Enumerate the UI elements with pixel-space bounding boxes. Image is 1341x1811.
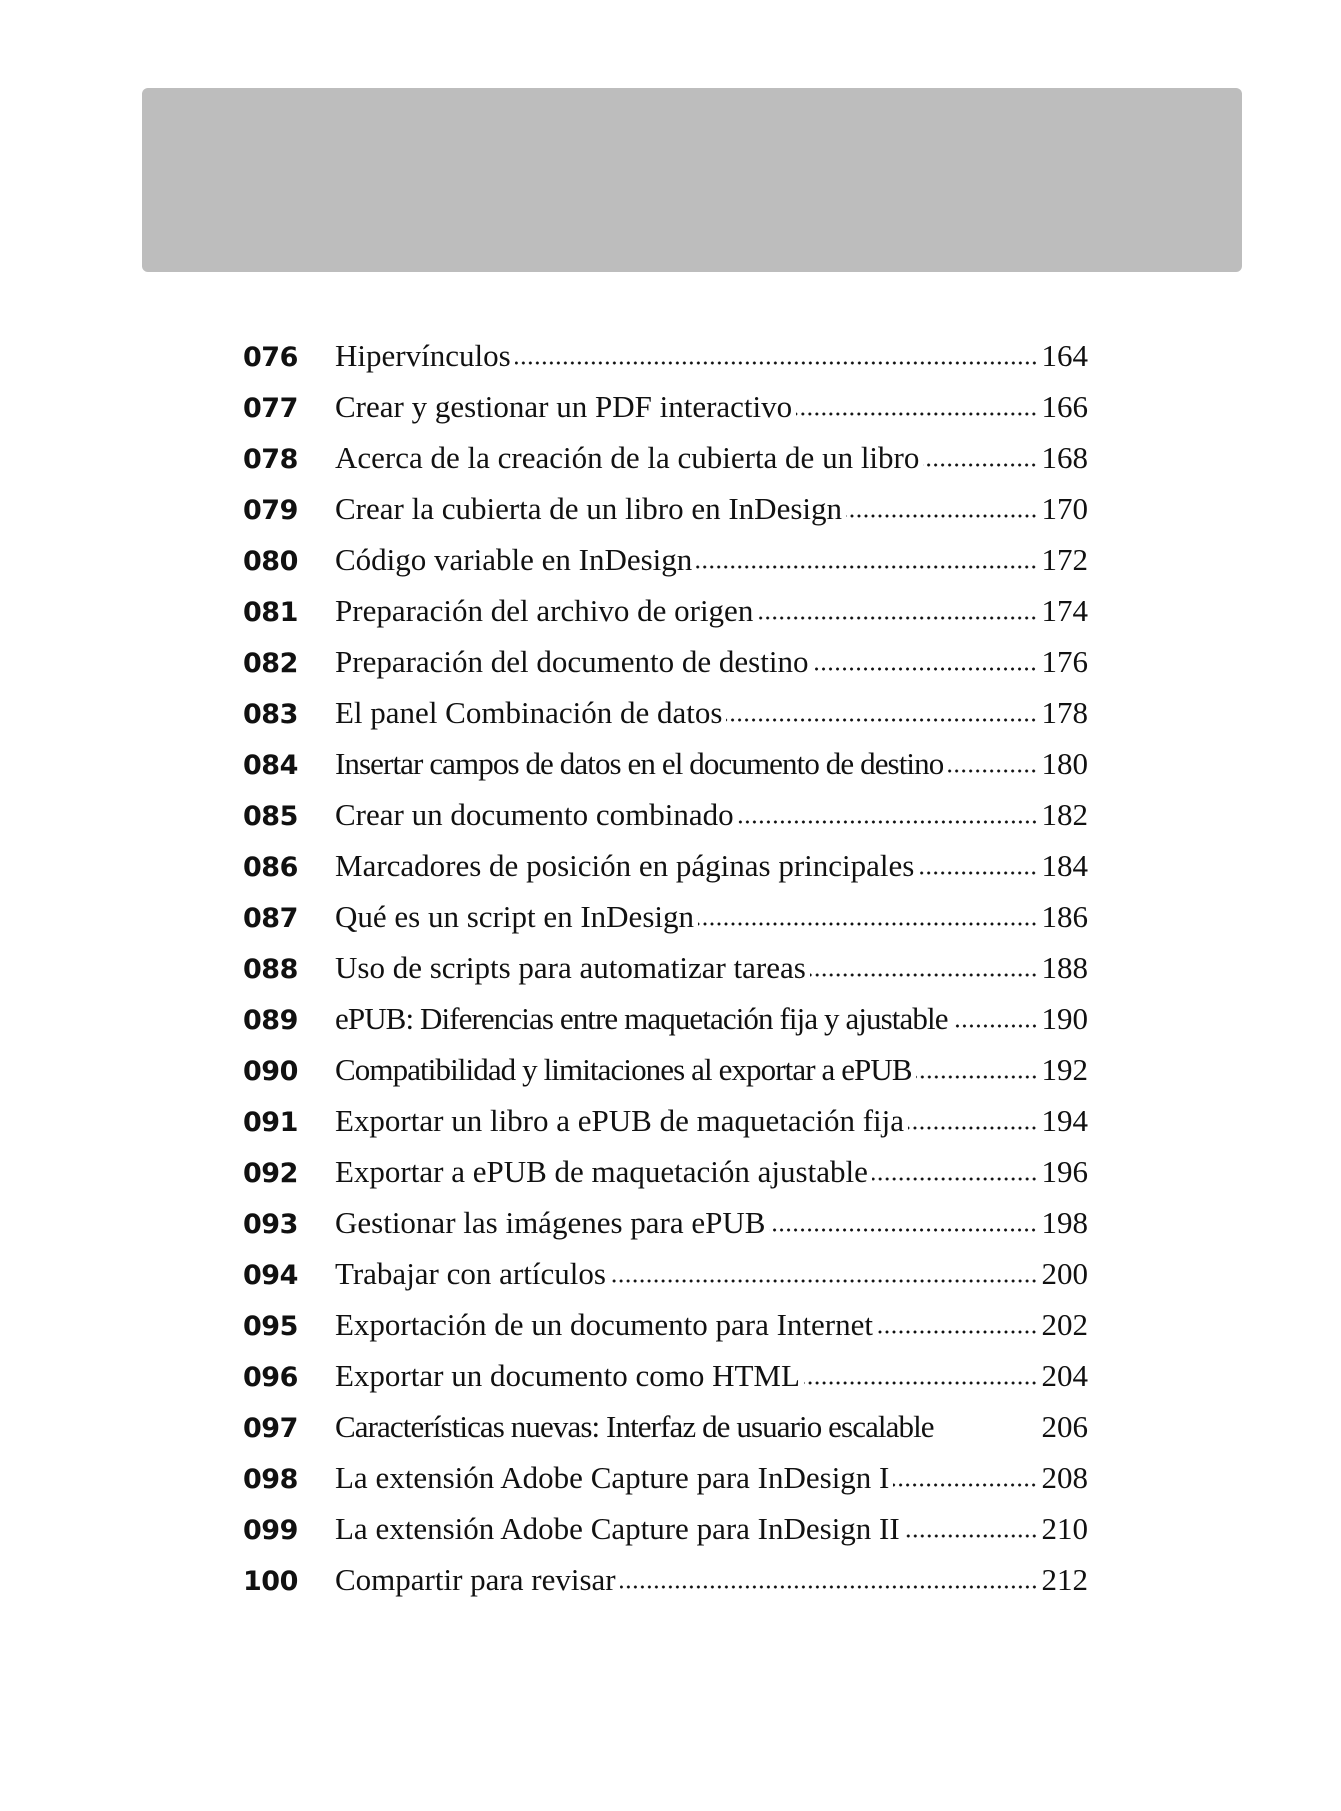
- toc-entry-title: Preparación del documento de destino: [335, 644, 809, 679]
- toc-entry-number: 082: [243, 648, 298, 679]
- toc-entry-number: 077: [243, 393, 298, 424]
- toc-entry-number: 087: [243, 903, 298, 934]
- toc-entry-title: Qué es un script en InDesign: [335, 899, 694, 934]
- toc-entry-title: Hipervínculos: [335, 338, 511, 373]
- toc-entry-title: Compatibilidad y limitaciones al exportar a ePUB: [335, 1052, 912, 1087]
- toc-entry[interactable]: [243, 534, 1088, 585]
- toc-entry-page: 208: [1041, 1460, 1088, 1495]
- dot-leader: [515, 360, 1038, 366]
- toc-entry-number: 097: [243, 1413, 298, 1444]
- toc-entry-page: 166: [1041, 389, 1088, 424]
- toc-entry-title: El panel Combinación de datos: [335, 695, 723, 730]
- toc-entry-number: 076: [243, 342, 298, 373]
- toc-entry-title: Crear un documento combinado: [335, 797, 734, 832]
- dot-leader: [908, 1125, 1037, 1131]
- toc-entry[interactable]: [243, 1248, 1088, 1299]
- toc-entry-number: 091: [243, 1107, 298, 1138]
- toc-entry-title: ePUB: Diferencias entre maquetación fija y ajustable: [335, 1001, 948, 1036]
- toc-entry-page: 192: [1041, 1052, 1088, 1087]
- toc-entry-number: 090: [243, 1056, 298, 1087]
- toc-entry-number: 093: [243, 1209, 298, 1240]
- dot-leader: [872, 1176, 1038, 1182]
- toc-entry-title: Características nuevas: Interfaz de usuario escalable: [335, 1409, 934, 1444]
- toc-entry[interactable]: [243, 432, 1088, 483]
- dot-leader: [796, 411, 1037, 417]
- table-of-contents: [243, 330, 1088, 1605]
- toc-entry-page: 198: [1041, 1205, 1088, 1240]
- toc-entry[interactable]: [243, 738, 1088, 789]
- toc-entry-number: 099: [243, 1515, 298, 1546]
- toc-entry-title: Gestionar las imágenes para ePUB: [335, 1205, 766, 1240]
- toc-entry-number: 094: [243, 1260, 298, 1291]
- toc-entry-number: 089: [243, 1005, 298, 1036]
- dot-leader: [918, 870, 1037, 876]
- dot-leader: [620, 1584, 1038, 1590]
- toc-entry-title: Acerca de la creación de la cubierta de un libro: [335, 440, 920, 475]
- toc-entry-page: 196: [1041, 1154, 1088, 1189]
- toc-entry-page: 200: [1041, 1256, 1088, 1291]
- toc-entry[interactable]: [243, 585, 1088, 636]
- toc-entry[interactable]: [243, 840, 1088, 891]
- toc-entry-page: 164: [1041, 338, 1088, 373]
- toc-entry[interactable]: [243, 636, 1088, 687]
- dot-leader: [698, 921, 1038, 927]
- dot-leader: [846, 513, 1037, 519]
- toc-entry[interactable]: [243, 1503, 1088, 1554]
- dot-leader: [769, 1227, 1037, 1233]
- dot-leader: [738, 819, 1038, 825]
- dot-leader: [696, 564, 1037, 570]
- toc-entry-title: Insertar campos de datos en el documento de destino: [335, 746, 944, 781]
- toc-entry-title: Crear la cubierta de un libro en InDesign: [335, 491, 843, 526]
- dot-leader: [916, 1074, 1038, 1080]
- toc-entry-page: 190: [1041, 1001, 1088, 1036]
- toc-entry-title: Exportar un libro a ePUB de maquetación fija: [335, 1103, 905, 1138]
- toc-entry[interactable]: [243, 993, 1088, 1044]
- toc-entry-title: Uso de scripts para automatizar tareas: [335, 950, 806, 985]
- toc-entry-page: 174: [1041, 593, 1088, 628]
- toc-entry-number: 078: [243, 444, 298, 475]
- toc-entry[interactable]: [243, 1554, 1088, 1605]
- toc-entry[interactable]: [243, 1197, 1088, 1248]
- dot-leader: [757, 615, 1037, 621]
- toc-entry-title: Crear y gestionar un PDF interactivo: [335, 389, 793, 424]
- toc-entry-page: 170: [1041, 491, 1088, 526]
- toc-entry-number: 079: [243, 495, 298, 526]
- toc-entry-number: 095: [243, 1311, 298, 1342]
- toc-entry[interactable]: [243, 1299, 1088, 1350]
- dot-leader: [893, 1482, 1037, 1488]
- toc-entry-page: 182: [1041, 797, 1088, 832]
- toc-entry[interactable]: [243, 1044, 1088, 1095]
- toc-entry-page: 194: [1041, 1103, 1088, 1138]
- dot-leader: [947, 768, 1037, 774]
- toc-entry[interactable]: [243, 1350, 1088, 1401]
- toc-entry-number: 084: [243, 750, 298, 781]
- toc-entry-title: Exportar a ePUB de maquetación ajustable: [335, 1154, 868, 1189]
- toc-entry-title: Trabajar con artículos: [335, 1256, 606, 1291]
- toc-entry-number: 096: [243, 1362, 298, 1393]
- toc-entry[interactable]: [243, 1146, 1088, 1197]
- toc-entry-page: 180: [1041, 746, 1088, 781]
- toc-entry[interactable]: [243, 1452, 1088, 1503]
- dot-leader: [726, 717, 1037, 723]
- dot-leader: [804, 1380, 1038, 1386]
- toc-entry-title: Compartir para revisar: [335, 1562, 616, 1597]
- dot-leader: [812, 666, 1037, 672]
- toc-entry-number: 092: [243, 1158, 298, 1189]
- toc-entry-number: 086: [243, 852, 298, 883]
- toc-entry[interactable]: [243, 942, 1088, 993]
- toc-entry-page: 172: [1041, 542, 1088, 577]
- dot-leader: [952, 1023, 1038, 1029]
- toc-entry[interactable]: [243, 483, 1088, 534]
- header-band: [142, 88, 1242, 272]
- toc-entry[interactable]: [243, 789, 1088, 840]
- toc-entry-number: 081: [243, 597, 298, 628]
- toc-entry-number: 100: [243, 1566, 298, 1597]
- toc-entry-title: Marcadores de posición en páginas principales: [335, 848, 915, 883]
- dot-leader: [877, 1329, 1038, 1335]
- toc-entry-title: Código variable en InDesign: [335, 542, 693, 577]
- dot-leader: [938, 1431, 1038, 1437]
- toc-entry[interactable]: [243, 1401, 1088, 1452]
- toc-entry-title: Exportar un documento como HTML: [335, 1358, 800, 1393]
- toc-entry-number: 083: [243, 699, 298, 730]
- toc-entry-number: 098: [243, 1464, 298, 1495]
- toc-entry-page: 204: [1041, 1358, 1088, 1393]
- toc-entry[interactable]: [243, 330, 1088, 381]
- dot-leader: [923, 462, 1037, 468]
- toc-entry-page: 186: [1041, 899, 1088, 934]
- toc-entry-page: 212: [1041, 1562, 1088, 1597]
- dot-leader: [610, 1278, 1038, 1284]
- toc-entry-page: 188: [1041, 950, 1088, 985]
- dot-leader: [904, 1533, 1038, 1539]
- toc-entry-number: 088: [243, 954, 298, 985]
- toc-entry-page: 184: [1041, 848, 1088, 883]
- toc-entry-page: 210: [1041, 1511, 1088, 1546]
- dot-leader: [810, 972, 1038, 978]
- toc-entry-page: 202: [1041, 1307, 1088, 1342]
- toc-entry-page: 178: [1041, 695, 1088, 730]
- toc-entry-page: 168: [1041, 440, 1088, 475]
- toc-entry-title: La extensión Adobe Capture para InDesign I: [335, 1460, 890, 1495]
- toc-entry-number: 080: [243, 546, 298, 577]
- toc-entry[interactable]: [243, 381, 1088, 432]
- toc-entry-page: 206: [1041, 1409, 1088, 1444]
- toc-entry-title: Exportación de un documento para Internet: [335, 1307, 873, 1342]
- toc-entry-page: 176: [1041, 644, 1088, 679]
- toc-entry[interactable]: [243, 891, 1088, 942]
- toc-entry-number: 085: [243, 801, 298, 832]
- toc-entry-title: Preparación del archivo de origen: [335, 593, 754, 628]
- toc-entry-title: La extensión Adobe Capture para InDesign II: [335, 1511, 900, 1546]
- toc-entry[interactable]: [243, 1095, 1088, 1146]
- toc-entry[interactable]: [243, 687, 1088, 738]
